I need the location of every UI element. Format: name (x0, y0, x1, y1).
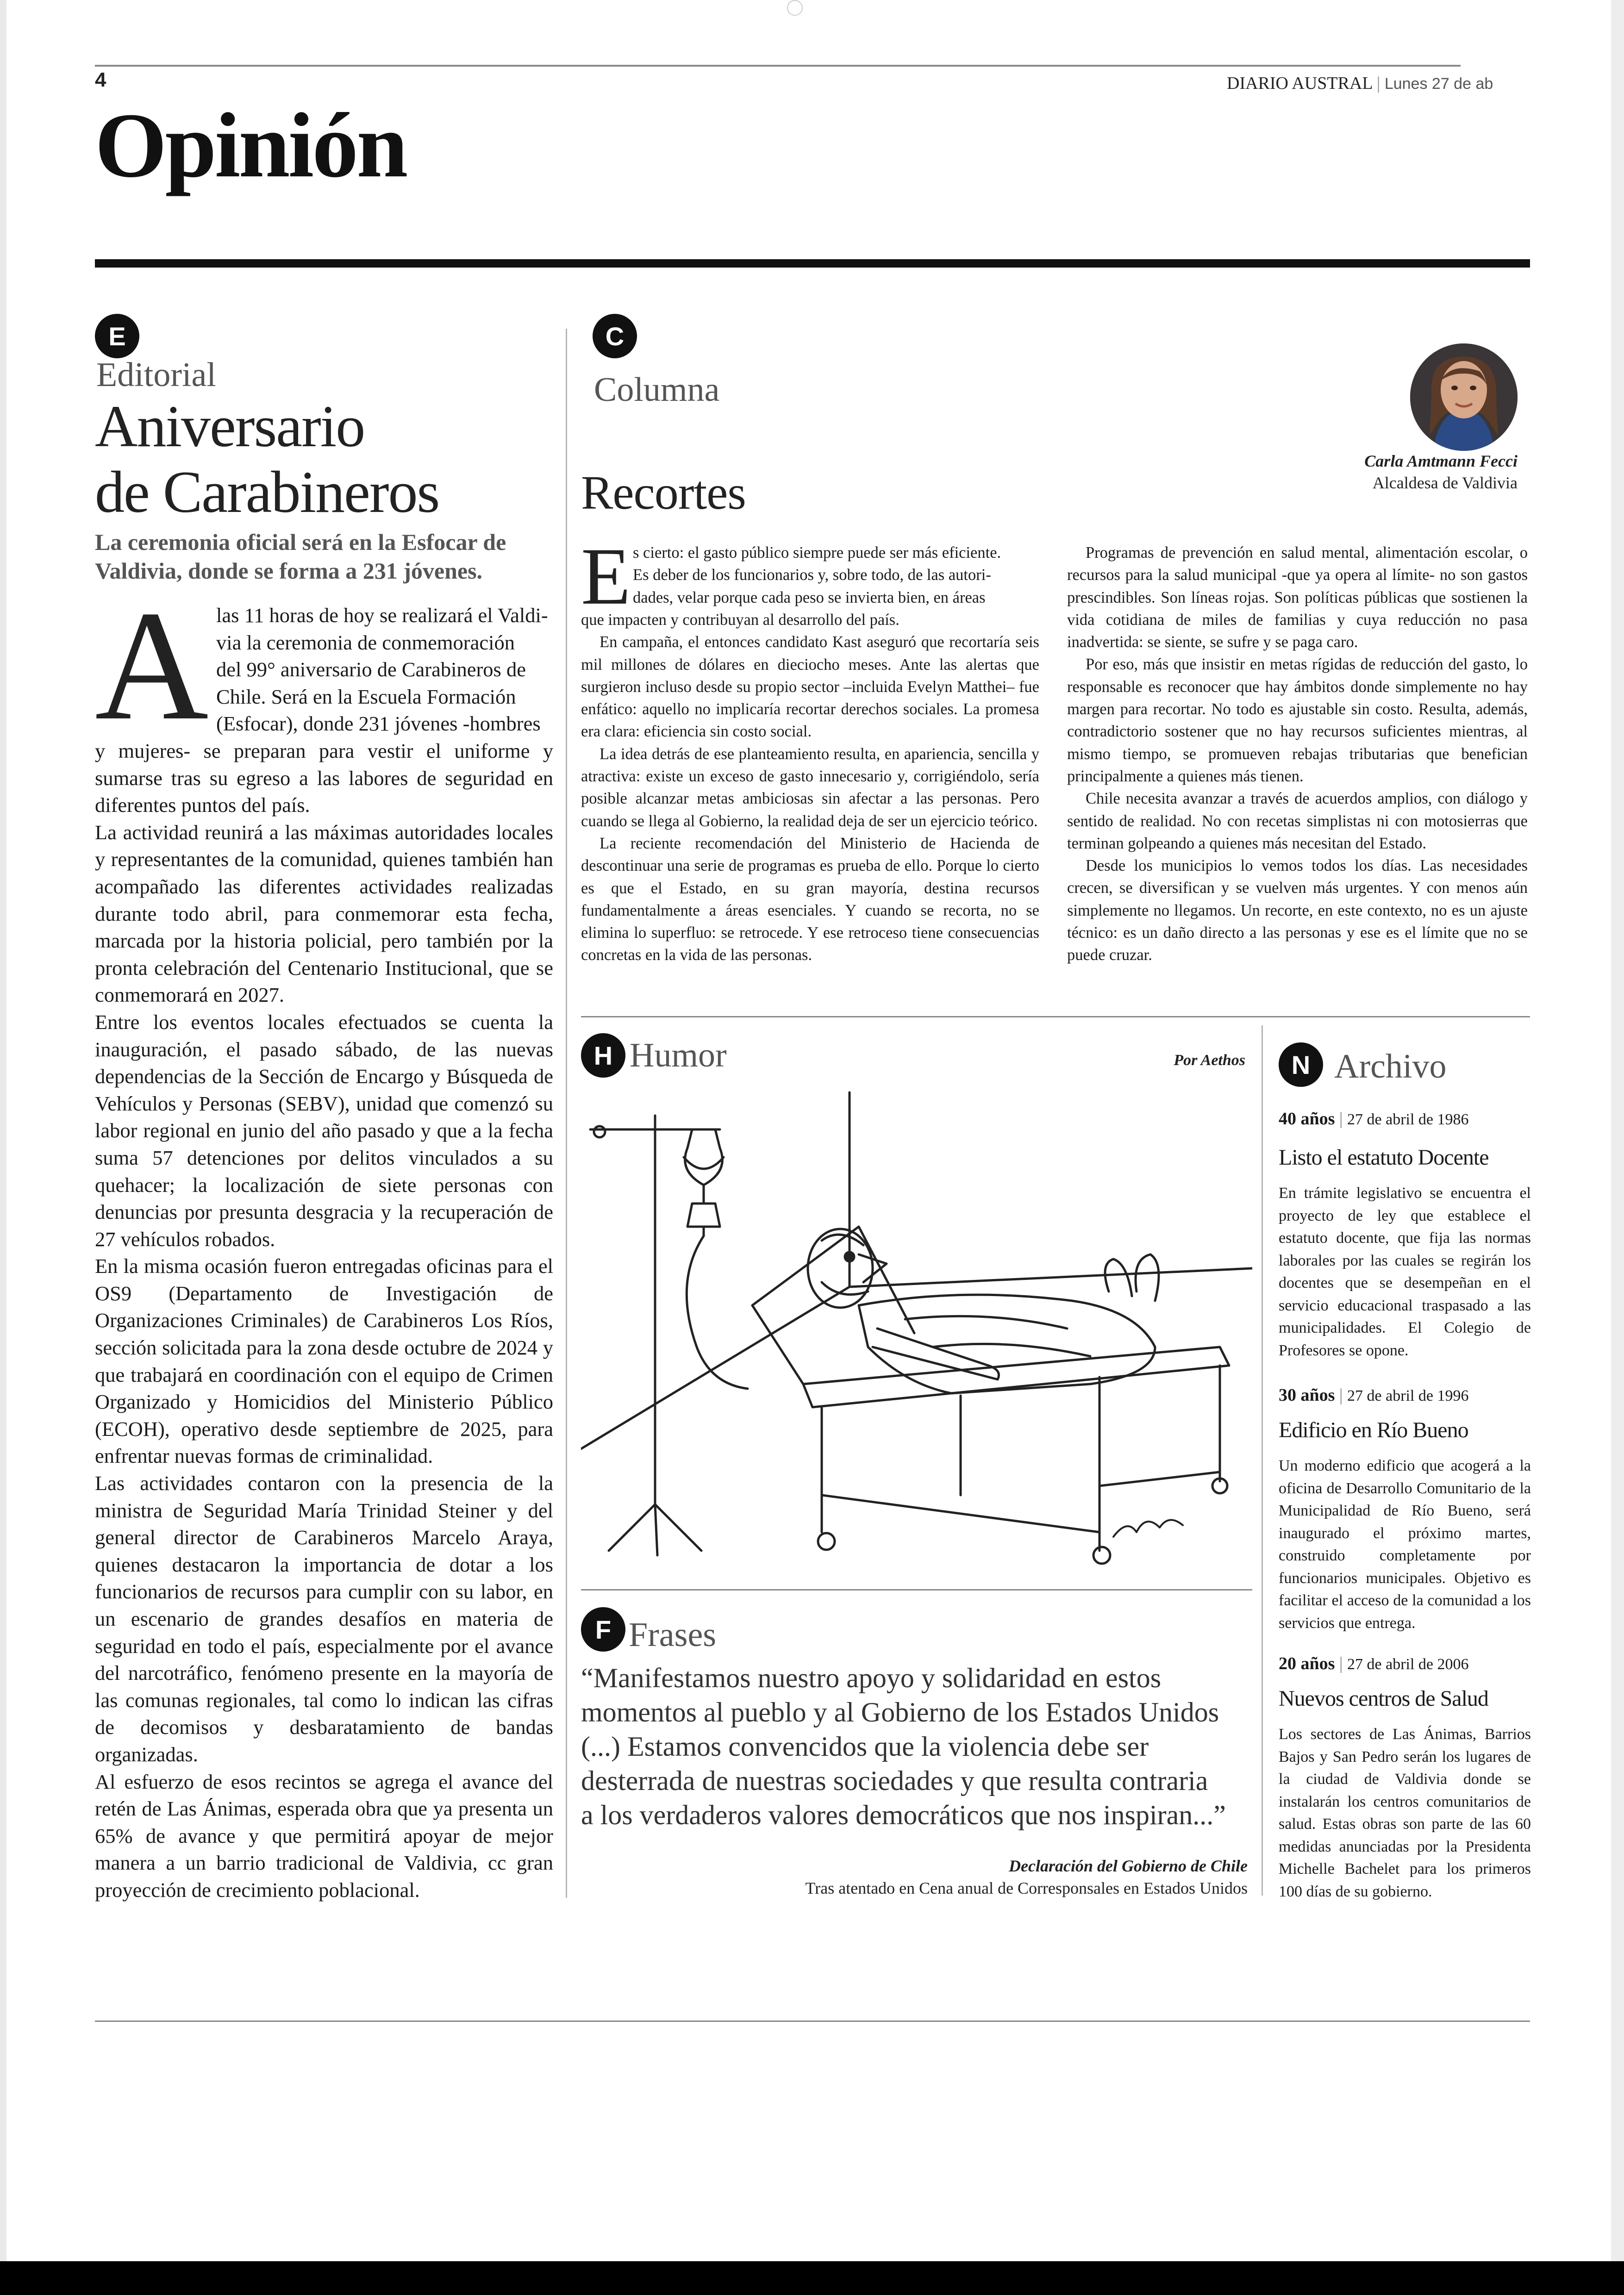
newspaper-name: DIARIO AUSTRAL (1227, 74, 1373, 93)
column-dropcap: E (581, 531, 631, 622)
author-name: Carla Amtmann Fecci (1364, 452, 1518, 470)
frases-quote (581, 1661, 1257, 1832)
quote-line: “Manifestamos nuestro apoyo y solidaridad en estos (581, 1663, 1162, 1693)
editorial-dropcap: A (95, 578, 209, 753)
archivo-full-date: 27 de abril de 1986 (1347, 1111, 1469, 1128)
editorial-paragraph: Al esfuerzo de esos recintos se agrega el avance del retén de Las Ánimas, esperada obra que ya presenta un 65% de avance y que permitirá apoyar de mejor manera a un barrio tradicional de Valdivia, cc gran proyección de crecimiento poblacional. (95, 1770, 553, 1902)
archivo-headline: Nuevos centros de Salud (1279, 1686, 1488, 1711)
column-paragraph: Programas de prevención en salud mental, alimentación escolar, o recursos para la salud municipal -que ya opera al límite- no son gastos prescindibles. Son líneas rojas. Son políticas públicas que sostienen la vida cotidiana de miles de familias y cuya reducción no pasa inadvertida: se siente, se sufre y se paga caro. (1067, 544, 1528, 651)
viewer-bottom-bar (0, 2261, 1624, 2295)
editorial-paragraph: La actividad reunirá a las máximas autoridades locales y representantes de la comunidad, quienes también han acompañado las diferentes actividades realizadas durante todo abril, para conmemorar esta fecha, marcada por la historia policial, pero también por la pronta celebración del Centenario Institucional, que se conmemorará en 2027. (95, 820, 553, 1007)
editorial-intro-line: via la ceremonia de conmemoración (216, 630, 515, 654)
column-paragraph: En campaña, el entonces candidato Kast aseguró que recortaría seis mil millones de dólares en dieciocho meses. Ante las alertas que surgieron incluso desde su propio sector –incluida Evelyn Matthei– fue enfático: aquello no implicaría recortar derechos sociales. La promesa era clara: eficiencia sin costo social. (581, 633, 1039, 741)
column-title: Recortes (581, 466, 746, 519)
viewer-dots (787, 0, 806, 14)
frases-source: Declaración del Gobierno de Chile (1009, 1857, 1248, 1875)
column-intro-line: dades, velar porque cada peso se invierta bien, en áreas (633, 588, 986, 606)
column-paragraph: Chile necesita avanzar a través de acuerdos amplios, con diálogo y sentido de realidad. No con recetas simplistas ni con motosierras que terminan golpeando a quienes más necesitan del Estado. (1067, 790, 1528, 852)
editorial-paragraph: Las actividades contaron con la presencia de la ministra de Seguridad María Trinidad Steiner y del general director de Carabineros Marcelo Araya, quienes destacaron la importancia de dotar a los funcionarios de recursos para cumplir con su labor, en un escenario de grandes desafíos en materia de seguridad en todo el país, especialmente por el avance del narcotráfico, fenómeno presente en la mayoría de las comunas regionales, tal como lo indican las cifras de decomisos y desbaratamiento de bandas organizadas. (95, 1472, 553, 1766)
author-role: Alcaldesa de Valdivia (1372, 474, 1518, 492)
footer-rule (95, 2021, 1530, 2022)
archivo-years: 30 años (1279, 1385, 1335, 1405)
archivo-badge: N (1279, 1042, 1323, 1087)
author-portrait-icon (1410, 343, 1518, 451)
column-paragraph: Desde los municipios lo vemos todos los días. Las necesidades crecen, se diversifican y se vuelven más urgentes. Y con menos aún simplemente no llegamos. Un recorte, en este contexto, no es un ajuste técnico: es un daño directo a las personas y ese es el límite que no se puede cruzar. (1067, 857, 1528, 964)
editorial-intro (216, 602, 553, 737)
column-body-left (581, 531, 1039, 967)
frases-badge: F (581, 1607, 625, 1652)
archivo-item (1279, 1653, 1531, 1903)
archivo-label: Archivo (1334, 1048, 1447, 1085)
editorial-badge: E (95, 314, 139, 358)
quote-line: momentos al pueblo y al Gobierno de los Estados Unidos (581, 1697, 1219, 1727)
column-intro-line: Es deber de los funcionarios y, sobre todo, de las autori- (633, 566, 991, 584)
section-title: Opinión (95, 94, 406, 197)
archivo-years: 20 años (1279, 1654, 1335, 1673)
humor-label: Humor (630, 1036, 727, 1074)
editorial-intro-line: del 99° aniversario de Carabineros de (216, 658, 526, 681)
editorial-intro-line: Chile. Será en la Escuela Formación (216, 685, 516, 708)
editorial-title (95, 393, 439, 525)
editorial-lead: La ceremonia oficial será en la Esfocar de Valdivia, donde se forma a 231 jóvenes. (95, 529, 506, 584)
editorial-label: Editorial (96, 356, 216, 394)
editorial-intro-line: (Esfocar), donde 231 jóvenes -hombres (216, 712, 541, 736)
page-number: 4 (95, 69, 106, 91)
archivo-text: En trámite legislativo se encuentra el proyecto de ley que establece el estatuto docente, que fija las normas laborales por las cuales se regirán los docentes que se desempeñan en el servicio educacional traspasado a las municipalidades. El Colegio de Profesores se opone. (1279, 1185, 1531, 1359)
archivo-divider (1262, 1025, 1263, 1896)
humor-cartoon-icon (581, 1088, 1252, 1583)
archivo-item (1279, 1385, 1531, 1634)
column-body-right (1067, 542, 1528, 967)
archivo-headline: Listo el estatuto Docente (1279, 1145, 1489, 1170)
page-edge-right (1611, 0, 1624, 2295)
archivo-item (1279, 1109, 1531, 1362)
quote-line: desterrada de nuestras sociedades y que resulta contraria (581, 1765, 1208, 1796)
column-intro-line: s cierto: el gasto público siempre puede ser más eficiente. (633, 544, 1001, 561)
column-paragraph: La idea detrás de ese planteamiento resulta, en apariencia, sencilla y atractiva: existe un exceso de gasto innecesario y, corrigiéndolo, sería posible alcanzar metas ambiciosas sin afectar a las personas. Pero cuando se llega al Gobierno, la realidad deja de ser un ejercicio teórico. (581, 745, 1039, 830)
archivo-text: Un moderno edificio que acogerá a la oficina de Desarrollo Comunitario de la Municipalidad de Río Bueno, será inaugurado el próximo martes, construido completamente por funcionarios municipales. Objetivo es facilitar el acceso de la comunidad a los servicios que entrega. (1279, 1457, 1531, 1632)
quote-line: (...) Estamos convencidos que la violencia debe ser (581, 1731, 1149, 1762)
editorial-title-line1: Aniversario (95, 393, 365, 459)
column-paragraph: Por eso, más que insistir en metas rígidas de reducción del gasto, lo responsable es reconocer que hay ámbitos donde simplemente no hay margen para recortar. No todo es ajustable sin costo. Resulta, además, contradictorio sostener que no hay recursos suficientes mientras, al mismo tiempo, se promueven rebajas tributarias que benefician principalmente a quienes más tienen. (1067, 655, 1528, 785)
header-thick-rule (95, 259, 1530, 268)
column-paragraph: que impacten y contribuyan al desarrollo del país. (581, 611, 899, 629)
header-top-rule (95, 65, 1461, 67)
column-badge: C (593, 314, 637, 358)
editorial-intro-line: las 11 horas de hoy se realizará el Valdi- (216, 604, 548, 627)
issue-date: Lunes 27 de ab (1384, 75, 1493, 93)
editorial-body (95, 578, 553, 1904)
author-photo (1410, 343, 1518, 451)
frases-top-rule (581, 1589, 1252, 1590)
archivo-text: Los sectores de Las Ánimas, Barrios Bajos y San Pedro serán los lugares de la ciudad de Valdivia donde se instalarán los centros comunitarios de salud. Estas obras son parte de las 60 medidas anunciadas por la Presidenta Michelle Bachelet para los primeros 100 días de su gobierno. (1279, 1726, 1531, 1900)
quote-line: a los verdaderos valores democráticos que nos inspiran...” (581, 1800, 1226, 1830)
frases-label: Frases (629, 1616, 717, 1654)
newspaper-dateline: DIARIO AUSTRAL | Lunes 27 de ab (1227, 74, 1493, 93)
humor-top-rule (581, 1016, 1530, 1017)
editorial-paragraph: y mujeres- se preparan para vestir el uniforme y sumarse tras su egreso a las labores de seguridad en diferentes puntos del país. (95, 739, 553, 817)
humor-credit: Por Aethos (1174, 1052, 1245, 1069)
archivo-full-date: 27 de abril de 2006 (1347, 1656, 1469, 1673)
column-label: Columna (594, 371, 720, 409)
archivo-date: 20 años | 27 de abril de 2006 (1279, 1654, 1469, 1673)
archivo-date: 30 años | 27 de abril de 1996 (1279, 1385, 1469, 1405)
humor-badge: H (581, 1033, 625, 1078)
column-divider (566, 329, 567, 1898)
editorial-paragraph: En la misma ocasión fueron entregadas oficinas para el OS9 (Departamento de Investigación de Organizaciones Criminales) de Carabineros Los Ríos, sección solicitada para la zona desde octubre de 2024 y que trabajará en coordinación con el equipo de Crimen Organizado y Homicidios del Ministerio Público (ECOH), operativo desde septiembre de 2025, para enfrentar nuevas formas de criminalidad. (95, 1254, 553, 1468)
column-paragraph: La reciente recomendación del Ministerio de Hacienda de descontinuar una serie de programas es prueba de ello. Porque lo cierto es que el Estado, en su gran mayoría, destina recursos fundamentalmente a áreas esenciales. Y cuando se recorta, no se elimina lo superfluo: se retrocede. Y ese retroceso tiene consecuencias concretas en la vida de las personas. (581, 834, 1039, 964)
editorial-paragraph: Entre los eventos locales efectuados se cuenta la inauguración, el pasado sábado, de las nuevas dependencias de la Sección de Encargo y Búsqueda de Vehículos y Personas (SEBV), unidad que comenzó su labor regional en junio del año pasado y que a la fecha suma 57 detenciones por delitos vinculados a su quehacer; la localización de siete personas con denuncias por presunta desgracia y la recuperación de 27 vehículos robados. (95, 1010, 553, 1251)
archivo-headline: Edificio en Río Bueno (1279, 1418, 1468, 1442)
column-intro (633, 542, 1039, 609)
archivo-date: 40 años | 27 de abril de 1986 (1279, 1109, 1469, 1129)
archivo-years: 40 años (1279, 1109, 1335, 1129)
editorial-title-line2: de Carabineros (95, 459, 439, 525)
page-edge-left (0, 0, 6, 2295)
frases-context: Tras atentado en Cena anual de Corresponsales en Estados Unidos (805, 1879, 1248, 1897)
archivo-full-date: 27 de abril de 1996 (1347, 1387, 1469, 1404)
